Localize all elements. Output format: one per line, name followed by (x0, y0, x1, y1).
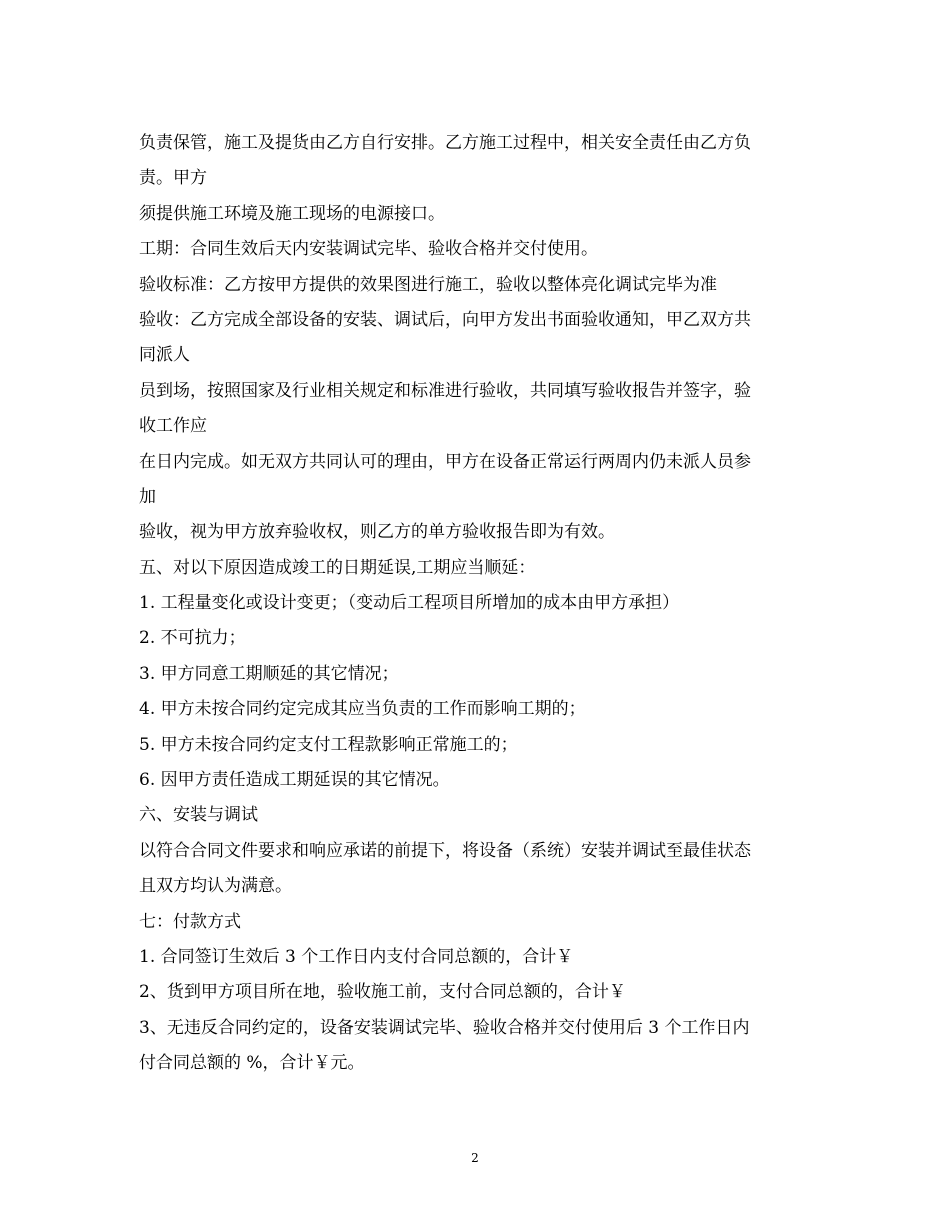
section-heading: 五、对以下原因造成竣工的日期延误,工期应当顺延： (139, 557, 536, 578)
section-heading: 七：付款方式 (139, 911, 241, 932)
page-body (139, 126, 819, 1082)
text-line: 在日内完成。如无双方共同认可的理由，甲方在设备正常运行两周内仍未派人员参 (139, 451, 751, 472)
text-line: 负责保管，施工及提货由乙方自行安排。乙方施工过程中，相关安全责任由乙方负 (139, 133, 751, 153)
list-item: 1. 工程量变化或设计变更；（变动后工程项目所增加的成本由甲方承担） (139, 593, 680, 614)
text-line: 付合同总额的 %，合计￥元。 (139, 1053, 365, 1074)
text-line: 以符合合同文件要求和响应承诺的前提下，将设备（系统）安装并调试至最佳状态 (139, 840, 751, 861)
list-item: 2. 不可抗力； (139, 628, 246, 649)
page-number: 2 (471, 1151, 479, 1165)
list-item: 3、无违反合同约定的，设备安装调试完毕、验收合格并交付使用后 3 个工作日内 (139, 1017, 750, 1038)
text-line: 责。甲方 (139, 168, 207, 189)
section-heading: 六、安装与调试 (139, 805, 258, 826)
text-line: 工期：合同生效后天内安装调试完毕、验收合格并交付使用。 (139, 239, 598, 260)
list-item: 1. 合同签订生效后 3 个工作日内支付合同总额的，合计￥ (139, 946, 574, 967)
text-line: 加 (139, 486, 156, 507)
text-line: 验收，视为甲方放弃验收权，则乙方的单方验收报告即为有效。 (139, 522, 615, 543)
text-line: 且双方均认为满意。 (139, 876, 292, 897)
text-line: 须提供施工环境及施工现场的电源接口。 (139, 203, 445, 224)
text-line: 同派人 (139, 345, 190, 366)
text-line: 验收标准：乙方按甲方提供的效果图进行施工，验收以整体亮化调试完毕为准 (139, 274, 717, 295)
list-item: 4. 甲方未按合同约定完成其应当负责的工作而影响工期的； (139, 699, 586, 720)
list-item: 5. 甲方未按合同约定支付工程款影响正常施工的； (139, 734, 518, 755)
text-line: 收工作应 (139, 416, 207, 437)
list-item: 3. 甲方同意工期顺延的其它情况； (139, 663, 399, 684)
text-line: 验收：乙方完成全部设备的安装、调试后，向甲方发出书面验收通知，甲乙双方共 (139, 309, 751, 330)
list-item: 2、货到甲方项目所在地，验收施工前，支付合同总额的，合计￥ (139, 982, 626, 1003)
list-item: 6. 因甲方责任造成工期延误的其它情况。 (139, 770, 450, 791)
text-line: 员到场，按照国家及行业相关规定和标准进行验收，共同填写验收报告并签字，验 (139, 380, 751, 401)
